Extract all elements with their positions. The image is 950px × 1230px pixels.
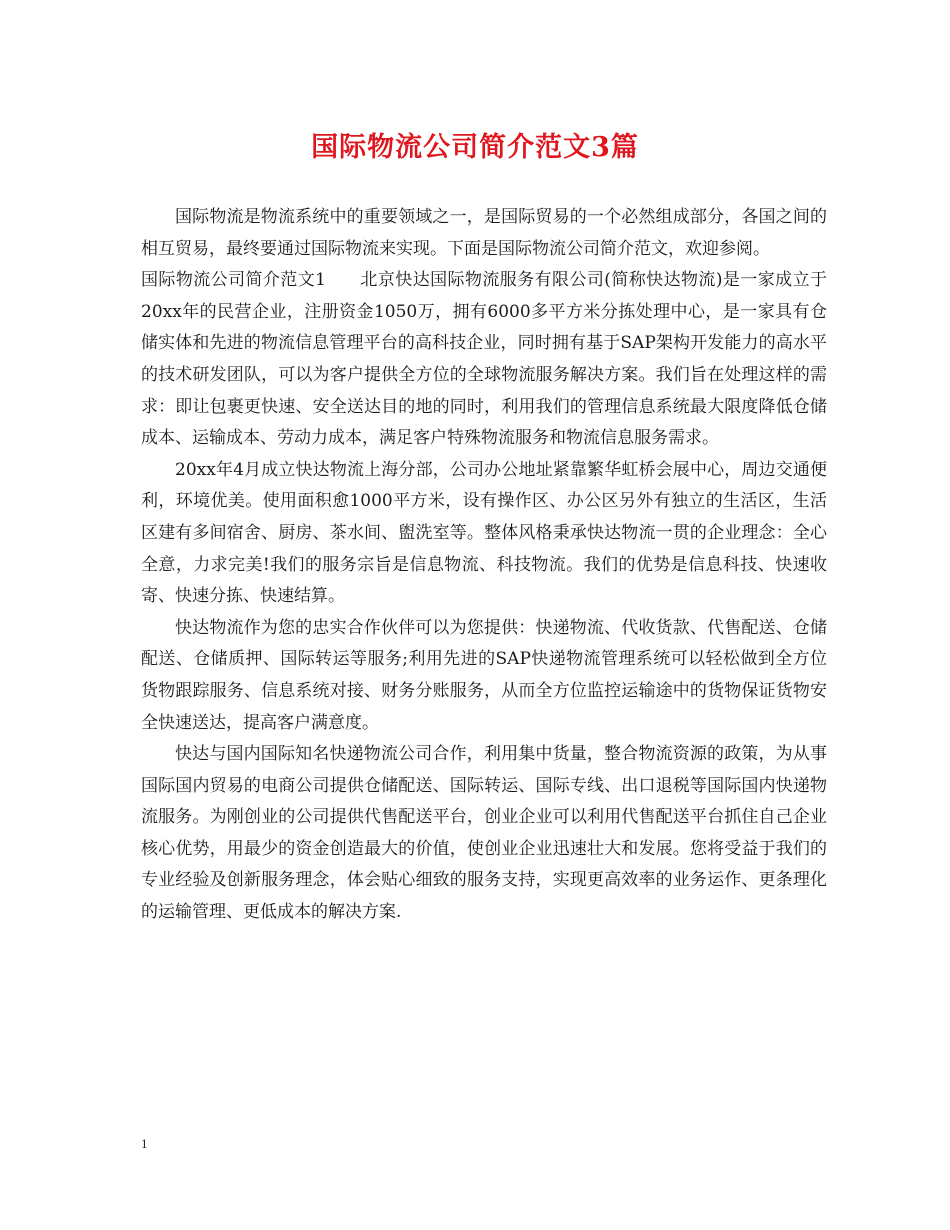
document-title: 国际物流公司简介范文3篇 (311, 132, 639, 163)
page-number: 1 (141, 1136, 148, 1151)
section-1-paragraph (141, 265, 827, 455)
section-1-heading: 国际物流公司简介范文1 (141, 270, 327, 291)
document-body (141, 202, 827, 929)
section-1-text: 北京快达国际物流服务有限公司(简称快达物流)是一家成立于20xx年的民营企业，注册资金1050万，拥有6000多平方米分拣处理中心，是一家具有仓储实体和先进的物流信息管理平台的高科技企业，同时拥有基于SAP架构开发能力的高水平的技术研发团队，可以为客户提供全方位的全球物流服务解决方案。我们旨在处理这样的需求：即让包裹更快速、安全送达目的地的同时，利用我们的管理信息系统最大限度降低仓储成本、运输成本、劳动力成本，满足客户特殊物流服务和物流信息服务需求。 (141, 270, 827, 449)
intro-paragraph: 国际物流是物流系统中的重要领域之一，是国际贸易的一个必然组成部分，各国之间的相互贸易，最终要通过国际物流来实现。下面是国际物流公司简介范文，欢迎参阅。 (141, 207, 827, 259)
body-paragraph: 快达物流作为您的忠实合作伙伴可以为您提供：快递物流、代收货款、代售配送、仓储配送、仓储质押、国际转运等服务;利用先进的SAP快递物流管理系统可以轻松做到全方位货物跟踪服务、信息系统对接、财务分账服务，从而全方位监控运输途中的货物保证货物安全快速送达，提高客户满意度。 (141, 617, 827, 733)
body-paragraph: 20xx年4月成立快达物流上海分部，公司办公地址紧靠繁华虹桥会展中心，周边交通便利，环境优美。使用面积愈1000平方米，设有操作区、办公区另外有独立的生活区，生活区建有多间宿舍、厨房、茶水间、盥洗室等。整体风格秉承快达物流一贯的企业理念：全心全意，力求完美!我们的服务宗旨是信息物流、科技物流。我们的优势是信息科技、快速收寄、快速分拣、快速结算。 (141, 459, 827, 607)
body-paragraph: 快达与国内国际知名快递物流公司合作，利用集中货量，整合物流资源的政策，为从事国际国内贸易的电商公司提供仓储配送、国际转运、国际专线、出口退税等国际国内快递物流服务。为刚创业的公司提供代售配送平台，创业企业可以利用代售配送平台抓住自己企业核心优势，用最少的资金创造最大的价值，使创业企业迅速壮大和发展。您将受益于我们的专业经验及创新服务理念，体会贴心细致的服务支持，实现更高效率的业务运作、更条理化的运输管理、更低成本的解决方案. (141, 744, 827, 923)
